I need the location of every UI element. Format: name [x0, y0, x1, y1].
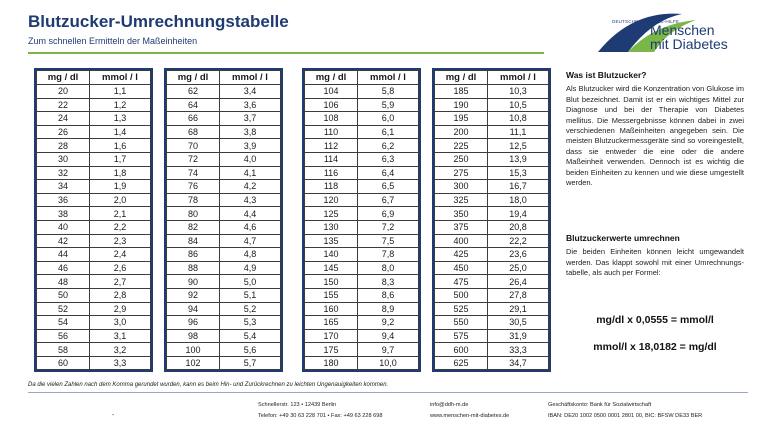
mmol-l-cell: 2,4 [90, 248, 151, 262]
table-row [435, 180, 549, 194]
table-row [167, 275, 281, 289]
table-row [305, 288, 419, 302]
table-row [37, 125, 151, 139]
mmol-l-cell: 9,4 [358, 329, 419, 343]
table-row [305, 180, 419, 194]
mmol-l-cell: 6,9 [358, 207, 419, 221]
mmol-l-cell: 8,9 [358, 302, 419, 316]
mmol-l-cell: 8,6 [358, 288, 419, 302]
table-row [435, 343, 549, 357]
mg-dl-cell: 125 [305, 207, 358, 221]
mg-dl-cell: 74 [167, 166, 220, 180]
table-row [305, 302, 419, 316]
page-subtitle: Zum schnellen Ermitteln der Maßeinheiten [28, 36, 198, 46]
mmol-l-cell: 4,4 [220, 207, 281, 221]
table-row [167, 343, 281, 357]
mg-dl-cell: 36 [37, 193, 90, 207]
table-row [167, 85, 281, 99]
mg-dl-cell: 98 [167, 329, 220, 343]
column-header-mg-dl: mg / dl [305, 71, 358, 85]
mg-dl-cell: 375 [435, 220, 488, 234]
mg-dl-cell: 165 [305, 316, 358, 330]
mg-dl-cell: 70 [167, 139, 220, 153]
mg-dl-cell: 88 [167, 261, 220, 275]
table-row [37, 85, 151, 99]
table-row [305, 139, 419, 153]
mg-dl-cell: 185 [435, 85, 488, 99]
mg-dl-cell: 96 [167, 316, 220, 330]
mg-dl-cell: 40 [37, 220, 90, 234]
table-row [305, 152, 419, 166]
mg-dl-cell: 195 [435, 112, 488, 126]
info-text-2: Die beiden Einheiten können leicht umgewandelt werden. Das klappt sowohl mit einer Umrechnungs-tabelle, als auch per Formel: [566, 247, 744, 278]
mmol-l-cell: 1,2 [90, 98, 151, 112]
mg-dl-cell: 20 [37, 85, 90, 99]
mmol-l-cell: 2,2 [90, 220, 151, 234]
conversion-table-2 [164, 68, 283, 372]
mmol-l-cell: 20,8 [488, 220, 549, 234]
mmol-l-cell: 1,3 [90, 112, 151, 126]
mg-dl-cell: 118 [305, 180, 358, 194]
mg-dl-cell: 425 [435, 248, 488, 262]
table-row [37, 139, 151, 153]
table-row [37, 275, 151, 289]
mmol-l-cell: 1,6 [90, 139, 151, 153]
mg-dl-cell: 60 [37, 356, 90, 370]
conversion-table [304, 70, 419, 370]
mg-dl-cell: 26 [37, 125, 90, 139]
table-row [305, 329, 419, 343]
mg-dl-cell: 76 [167, 180, 220, 194]
mg-dl-cell: 500 [435, 288, 488, 302]
table-row [37, 316, 151, 330]
mmol-l-cell: 10,3 [488, 85, 549, 99]
mmol-l-cell: 3,8 [220, 125, 281, 139]
footer-dash: - [112, 412, 115, 419]
mmol-l-cell: 10,8 [488, 112, 549, 126]
mmol-l-cell: 5,7 [220, 356, 281, 370]
table-row [305, 343, 419, 357]
table-row [435, 275, 549, 289]
mg-dl-cell: 44 [37, 248, 90, 262]
mg-dl-cell: 34 [37, 180, 90, 194]
table-row [167, 180, 281, 194]
mg-dl-cell: 145 [305, 261, 358, 275]
conversion-table-4 [432, 68, 551, 372]
mmol-l-cell: 31,9 [488, 329, 549, 343]
column-header-mg-dl: mg / dl [435, 71, 488, 85]
table-row [167, 302, 281, 316]
mmol-l-cell: 4,6 [220, 220, 281, 234]
table-row [37, 180, 151, 194]
mmol-l-cell: 16,7 [488, 180, 549, 194]
mmol-l-cell: 19,4 [488, 207, 549, 221]
conversion-table-1 [34, 68, 153, 372]
table-row [167, 166, 281, 180]
table-row [435, 302, 549, 316]
mg-dl-cell: 250 [435, 152, 488, 166]
table-row [167, 356, 281, 370]
mmol-l-cell: 6,5 [358, 180, 419, 194]
mg-dl-cell: 86 [167, 248, 220, 262]
mmol-l-cell: 9,2 [358, 316, 419, 330]
mg-dl-cell: 108 [305, 112, 358, 126]
table-row [435, 98, 549, 112]
column-header-mg-dl: mg / dl [37, 71, 90, 85]
mmol-l-cell: 6,4 [358, 166, 419, 180]
mmol-l-cell: 3,6 [220, 98, 281, 112]
mg-dl-cell: 112 [305, 139, 358, 153]
mg-dl-cell: 150 [305, 275, 358, 289]
mmol-l-cell: 3,2 [90, 343, 151, 357]
mg-dl-cell: 170 [305, 329, 358, 343]
mg-dl-cell: 62 [167, 85, 220, 99]
column-header-mmol-l: mmol / l [488, 71, 549, 85]
mg-dl-cell: 114 [305, 152, 358, 166]
table-row [37, 288, 151, 302]
mg-dl-cell: 102 [167, 356, 220, 370]
mg-dl-cell: 90 [167, 275, 220, 289]
mmol-l-cell: 3,7 [220, 112, 281, 126]
table-row [305, 98, 419, 112]
table-row [37, 356, 151, 370]
column-header-mmol-l: mmol / l [220, 71, 281, 85]
mg-dl-cell: 94 [167, 302, 220, 316]
mmol-l-cell: 5,6 [220, 343, 281, 357]
column-header-mmol-l: mmol / l [90, 71, 151, 85]
table-row [435, 288, 549, 302]
mmol-l-cell: 10,5 [488, 98, 549, 112]
table-row [305, 220, 419, 234]
table-row [37, 152, 151, 166]
info-text-1: Als Blutzucker wird die Konzentration von Glukose im Blut bezeichnet. Damit ist er ein wichtiges Mittel zur Diagnose und bei der Therapie von Diabetes mellitus. Die Messergebnisse können dabei in zwei verschiedenen Maßeinheiten angegeben sein. Die meisten Blutzuckermessgeräte sind so voreingestellt, dass sie entweder die eine oder die andere Maßeinheit verwenden. Dennoch ist es wichtig die beiden Einheiten zu kennen und wie diese umgestellt werden. [566, 84, 744, 188]
mmol-l-cell: 13,9 [488, 152, 549, 166]
mg-dl-cell: 64 [167, 98, 220, 112]
mg-dl-cell: 78 [167, 193, 220, 207]
table-row [167, 207, 281, 221]
mg-dl-cell: 130 [305, 220, 358, 234]
mmol-l-cell: 4,1 [220, 166, 281, 180]
table-row [37, 302, 151, 316]
footer-website: www.menschen-mit-diabetes.de [430, 413, 510, 419]
mmol-l-cell: 25,0 [488, 261, 549, 275]
logo-org-name: DEUTSCHE DIABETES-HILFE [612, 19, 680, 24]
table-row [305, 261, 419, 275]
table-row [37, 193, 151, 207]
table-row [435, 261, 549, 275]
mmol-l-cell: 23,6 [488, 248, 549, 262]
mmol-l-cell: 6,3 [358, 152, 419, 166]
mg-dl-cell: 106 [305, 98, 358, 112]
table-row [305, 207, 419, 221]
mg-dl-cell: 32 [37, 166, 90, 180]
table-header-row [435, 71, 549, 85]
formula-mmol-to-mg: mmol/l x 18,0182 = mg/dl [593, 341, 717, 353]
table-row [305, 125, 419, 139]
mg-dl-cell: 575 [435, 329, 488, 343]
info-heading-1: Was ist Blutzucker? [566, 70, 647, 80]
mg-dl-cell: 52 [37, 302, 90, 316]
mmol-l-cell: 5,4 [220, 329, 281, 343]
mmol-l-cell: 5,0 [220, 275, 281, 289]
table-row [167, 288, 281, 302]
mg-dl-cell: 325 [435, 193, 488, 207]
footer-phone: Telefon: +49 30 63 228 701 • Fax: +49 63 228 698 [258, 413, 383, 419]
mmol-l-cell: 3,4 [220, 85, 281, 99]
mg-dl-cell: 120 [305, 193, 358, 207]
mg-dl-cell: 80 [167, 207, 220, 221]
mmol-l-cell: 7,5 [358, 234, 419, 248]
table-header-row [37, 71, 151, 85]
mg-dl-cell: 110 [305, 125, 358, 139]
table-row [167, 316, 281, 330]
footer-bank: Geschäftskonto: Bank für Sozialwirtschaft [548, 402, 652, 408]
mmol-l-cell: 6,0 [358, 112, 419, 126]
mg-dl-cell: 600 [435, 343, 488, 357]
table-row [305, 316, 419, 330]
table-row [435, 316, 549, 330]
mg-dl-cell: 180 [305, 356, 358, 370]
mg-dl-cell: 160 [305, 302, 358, 316]
column-header-mg-dl: mg / dl [167, 71, 220, 85]
conversion-table [434, 70, 549, 370]
mg-dl-cell: 82 [167, 220, 220, 234]
info-heading-2: Blutzuckerwerte umrechnen [566, 233, 680, 243]
mmol-l-cell: 6,2 [358, 139, 419, 153]
table-row [37, 248, 151, 262]
mmol-l-cell: 2,8 [90, 288, 151, 302]
table-row [37, 343, 151, 357]
table-row [305, 193, 419, 207]
mmol-l-cell: 6,1 [358, 125, 419, 139]
table-row [167, 234, 281, 248]
mg-dl-cell: 92 [167, 288, 220, 302]
mmol-l-cell: 8,0 [358, 261, 419, 275]
mmol-l-cell: 8,3 [358, 275, 419, 289]
table-row [305, 275, 419, 289]
mg-dl-cell: 58 [37, 343, 90, 357]
table-header-row [167, 71, 281, 85]
table-row [167, 248, 281, 262]
mmol-l-cell: 33,3 [488, 343, 549, 357]
table-row [435, 234, 549, 248]
header-divider [28, 52, 544, 54]
table-row [435, 248, 549, 262]
mg-dl-cell: 68 [167, 125, 220, 139]
mg-dl-cell: 56 [37, 329, 90, 343]
conversion-table-3 [302, 68, 421, 372]
mg-dl-cell: 72 [167, 152, 220, 166]
mg-dl-cell: 48 [37, 275, 90, 289]
table-row [167, 125, 281, 139]
table-row [167, 98, 281, 112]
mmol-l-cell: 4,2 [220, 180, 281, 194]
mmol-l-cell: 12,5 [488, 139, 549, 153]
mmol-l-cell: 18,0 [488, 193, 549, 207]
mg-dl-cell: 42 [37, 234, 90, 248]
mmol-l-cell: 4,7 [220, 234, 281, 248]
column-header-mmol-l: mmol / l [358, 71, 419, 85]
mmol-l-cell: 4,3 [220, 193, 281, 207]
logo-text-line1: Menschen [650, 22, 715, 38]
table-row [167, 193, 281, 207]
mg-dl-cell: 525 [435, 302, 488, 316]
table-row [435, 125, 549, 139]
mmol-l-cell: 2,3 [90, 234, 151, 248]
mg-dl-cell: 100 [167, 343, 220, 357]
mg-dl-cell: 84 [167, 234, 220, 248]
mmol-l-cell: 4,8 [220, 248, 281, 262]
mg-dl-cell: 46 [37, 261, 90, 275]
mg-dl-cell: 54 [37, 316, 90, 330]
table-row [167, 139, 281, 153]
mg-dl-cell: 275 [435, 166, 488, 180]
mmol-l-cell: 5,2 [220, 302, 281, 316]
table-row [435, 207, 549, 221]
table-row [37, 112, 151, 126]
table-row [435, 139, 549, 153]
mg-dl-cell: 24 [37, 112, 90, 126]
mmol-l-cell: 1,7 [90, 152, 151, 166]
table-row [435, 220, 549, 234]
mmol-l-cell: 3,9 [220, 139, 281, 153]
conversion-table [166, 70, 281, 370]
table-row [305, 248, 419, 262]
table-row [305, 112, 419, 126]
mmol-l-cell: 5,3 [220, 316, 281, 330]
mmol-l-cell: 3,0 [90, 316, 151, 330]
table-row [435, 329, 549, 343]
mmol-l-cell: 6,7 [358, 193, 419, 207]
conversion-table [36, 70, 151, 370]
mmol-l-cell: 1,8 [90, 166, 151, 180]
info-section-blutzucker [566, 70, 744, 188]
mg-dl-cell: 400 [435, 234, 488, 248]
mmol-l-cell: 29,1 [488, 302, 549, 316]
table-row [37, 166, 151, 180]
table-row [435, 85, 549, 99]
mg-dl-cell: 300 [435, 180, 488, 194]
table-row [37, 98, 151, 112]
table-row [167, 152, 281, 166]
mmol-l-cell: 2,6 [90, 261, 151, 275]
table-row [305, 356, 419, 370]
mg-dl-cell: 140 [305, 248, 358, 262]
mmol-l-cell: 2,0 [90, 193, 151, 207]
table-row [167, 329, 281, 343]
mg-dl-cell: 155 [305, 288, 358, 302]
mmol-l-cell: 30,5 [488, 316, 549, 330]
table-row [37, 220, 151, 234]
table-row [37, 261, 151, 275]
mg-dl-cell: 22 [37, 98, 90, 112]
mmol-l-cell: 15,3 [488, 166, 549, 180]
mmol-l-cell: 27,8 [488, 288, 549, 302]
mg-dl-cell: 135 [305, 234, 358, 248]
mmol-l-cell: 4,0 [220, 152, 281, 166]
table-row [305, 85, 419, 99]
table-header-row [305, 71, 419, 85]
mmol-l-cell: 10,0 [358, 356, 419, 370]
mg-dl-cell: 190 [435, 98, 488, 112]
mmol-l-cell: 1,9 [90, 180, 151, 194]
table-row [37, 234, 151, 248]
mmol-l-cell: 22,2 [488, 234, 549, 248]
mg-dl-cell: 50 [37, 288, 90, 302]
logo-text-line2: mit Diabetes [650, 36, 728, 52]
footer-email: info@ddh-m.de [430, 402, 469, 408]
mmol-l-cell: 1,4 [90, 125, 151, 139]
mmol-l-cell: 2,9 [90, 302, 151, 316]
table-row [167, 261, 281, 275]
mmol-l-cell: 3,3 [90, 356, 151, 370]
mmol-l-cell: 5,9 [358, 98, 419, 112]
mg-dl-cell: 66 [167, 112, 220, 126]
footer-iban: IBAN: DE20 1002 0500 0001 2801 00, BIC: BFSW DE33 BER [548, 413, 703, 419]
mg-dl-cell: 225 [435, 139, 488, 153]
mg-dl-cell: 450 [435, 261, 488, 275]
mg-dl-cell: 200 [435, 125, 488, 139]
table-row [167, 220, 281, 234]
mg-dl-cell: 30 [37, 152, 90, 166]
table-row [37, 329, 151, 343]
mg-dl-cell: 625 [435, 356, 488, 370]
footer-divider [28, 392, 748, 393]
mg-dl-cell: 350 [435, 207, 488, 221]
table-row [435, 166, 549, 180]
table-row [435, 193, 549, 207]
mg-dl-cell: 475 [435, 275, 488, 289]
footer-address: Schnellerstr. 123 • 12439 Berlin [258, 402, 337, 408]
mg-dl-cell: 28 [37, 139, 90, 153]
table-row [167, 112, 281, 126]
mmol-l-cell: 7,8 [358, 248, 419, 262]
mmol-l-cell: 2,1 [90, 207, 151, 221]
mmol-l-cell: 11,1 [488, 125, 549, 139]
mg-dl-cell: 116 [305, 166, 358, 180]
table-row [435, 112, 549, 126]
mmol-l-cell: 3,1 [90, 329, 151, 343]
table-row [305, 234, 419, 248]
table-row [435, 356, 549, 370]
mmol-l-cell: 34,7 [488, 356, 549, 370]
mmol-l-cell: 2,7 [90, 275, 151, 289]
mmol-l-cell: 5,1 [220, 288, 281, 302]
mmol-l-cell: 7,2 [358, 220, 419, 234]
rounding-footnote: Da die vielen Zahlen nach dem Komma gerundet wurden, kann es beim Hin- und Zurückrechnen zu leichten Ungenauigkeiten kommen. [28, 382, 389, 388]
mmol-l-cell: 5,8 [358, 85, 419, 99]
table-row [435, 152, 549, 166]
mmol-l-cell: 26,4 [488, 275, 549, 289]
mmol-l-cell: 1,1 [90, 85, 151, 99]
mg-dl-cell: 38 [37, 207, 90, 221]
page-title: Blutzucker-Umrechnungstabelle [28, 12, 289, 31]
table-row [305, 166, 419, 180]
mg-dl-cell: 104 [305, 85, 358, 99]
mmol-l-cell: 9,7 [358, 343, 419, 357]
formula-mg-to-mmol: mg/dl x 0,0555 = mmol/l [596, 314, 714, 326]
table-row [37, 207, 151, 221]
mmol-l-cell: 4,9 [220, 261, 281, 275]
mg-dl-cell: 550 [435, 316, 488, 330]
mg-dl-cell: 175 [305, 343, 358, 357]
info-section-umrechnen [566, 233, 744, 279]
